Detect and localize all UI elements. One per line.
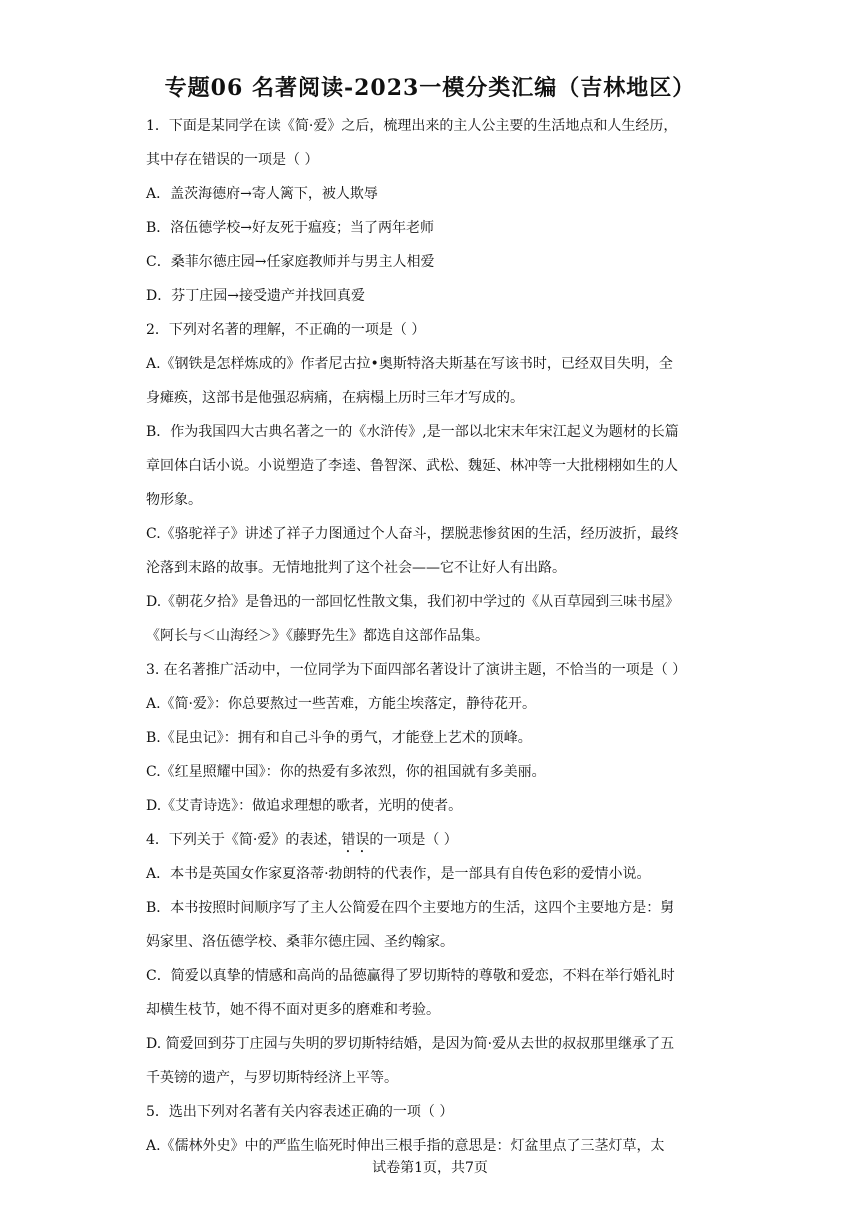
- option-line: B．洛伍德学校→好友死于瘟疫；当了两年老师: [146, 220, 435, 236]
- option-line: 章回体白话小说。小说塑造了李逵、鲁智深、武松、魏延、林冲等一大批栩栩如生的人: [146, 458, 678, 474]
- text-line: 5．选出下列对名著有关内容表述正确的一项（ ）: [146, 1104, 454, 1120]
- option-line: 千英镑的遗产，与罗切斯特经济上平等。: [146, 1070, 398, 1086]
- option-line: C．桑菲尔德庄园→任家庭教师并与男主人相爱: [146, 254, 435, 270]
- option-line: A.《钢铁是怎样炼成的》作者尼古拉•奥斯特洛夫斯基在写该书时，已经双目失明，全: [146, 356, 673, 372]
- question-4-text-end: 的一项是（ ）: [369, 832, 458, 848]
- option-line: A.《简·爱》：你总要熬过一些苦难，方能尘埃落定，静待花开。: [146, 696, 537, 712]
- page-footer: 试卷第1页，共7页: [372, 1160, 488, 1176]
- text-line: 2．下列对名著的理解，不正确的一项是（ ）: [146, 322, 426, 338]
- option-line: C.《红星照耀中国》：你的热爱有多浓烈，你的祖国就有多美丽。: [146, 764, 546, 780]
- option-line: C．简爱以真挚的情感和高尚的品德赢得了罗切斯特的尊敬和爱恋，不料在举行婚礼时: [146, 968, 675, 984]
- option-line: 却横生枝节，她不得不面对更多的磨难和考验。: [146, 1002, 440, 1018]
- option-line: A．本书是英国女作家夏洛蒂·勃朗特的代表作，是一部具有自传色彩的爱情小说。: [146, 866, 651, 882]
- option-line: B.《昆虫记》：拥有和自己斗争的勇气，才能登上艺术的顶峰。: [146, 730, 532, 746]
- question-4-line: [146, 823, 720, 857]
- option-line: 身瘫痪，这部书是他强忍病痛，在病榻上历时三年才写成的。: [146, 390, 524, 406]
- option-line: D．芬丁庄园→接受遗产并找回真爱: [146, 288, 365, 304]
- option-line: B．作为我国四大古典名著之一的《水浒传》,是一部以北宋末年宋江起义为题材的长篇: [146, 424, 679, 440]
- option-line: 妈家里、洛伍德学校、桑菲尔德庄园、圣约翰家。: [146, 934, 454, 950]
- option-line: A．盖茨海德府→寄人篱下，被人欺辱: [146, 186, 378, 202]
- option-line: 沦落到末路的故事。无情地批判了这个社会——它不让好人有出路。: [146, 560, 566, 576]
- text-line: 1．下面是某同学在读《简·爱》之后，梳理出来的主人公主要的生活地点和人生经历，: [146, 118, 678, 134]
- option-line: C.《骆驼祥子》讲述了祥子力图通过个人奋斗，摆脱悲惨贫困的生活，经历波折，最终: [146, 526, 679, 542]
- option-line: D.《朝花夕拾》是鲁迅的一部回忆性散文集，我们初中学过的《从百草园到三味书屋》: [146, 594, 680, 610]
- option-line: A.《儒林外史》中的严监生临死时伸出三根手指的意思是：灯盆里点了三茎灯草，太: [146, 1138, 665, 1154]
- question-content: [146, 109, 720, 1163]
- question-4-text: 4．下列关于《简·爱》的表述，: [146, 832, 342, 848]
- option-line: B．本书按照时间顺序写了主人公简爱在四个主要地方的生活，这四个主要地方是：舅: [146, 900, 675, 916]
- page-title: 专题06 名著阅读-2023一模分类汇编（吉林地区）: [164, 75, 696, 101]
- option-line: 物形象。: [146, 492, 202, 508]
- option-line: 《阿长与＜山海经＞》《藤野先生》都选自这部作品集。: [146, 628, 489, 644]
- option-line: D. 简爱回到芬丁庄园与失明的罗切斯特结婚，是因为简·爱从去世的叔叔那里继承了五: [146, 1036, 675, 1052]
- text-line: 3. 在名著推广活动中，一位同学为下面四部名著设计了演讲主题，不恰当的一项是（ ）: [146, 662, 687, 678]
- text-line: 其中存在错误的一项是（ ）: [146, 152, 319, 168]
- option-line: D.《艾青诗选》：做追求理想的歌者，光明的使者。: [146, 798, 463, 814]
- emphasis-word: 错误: [341, 832, 370, 848]
